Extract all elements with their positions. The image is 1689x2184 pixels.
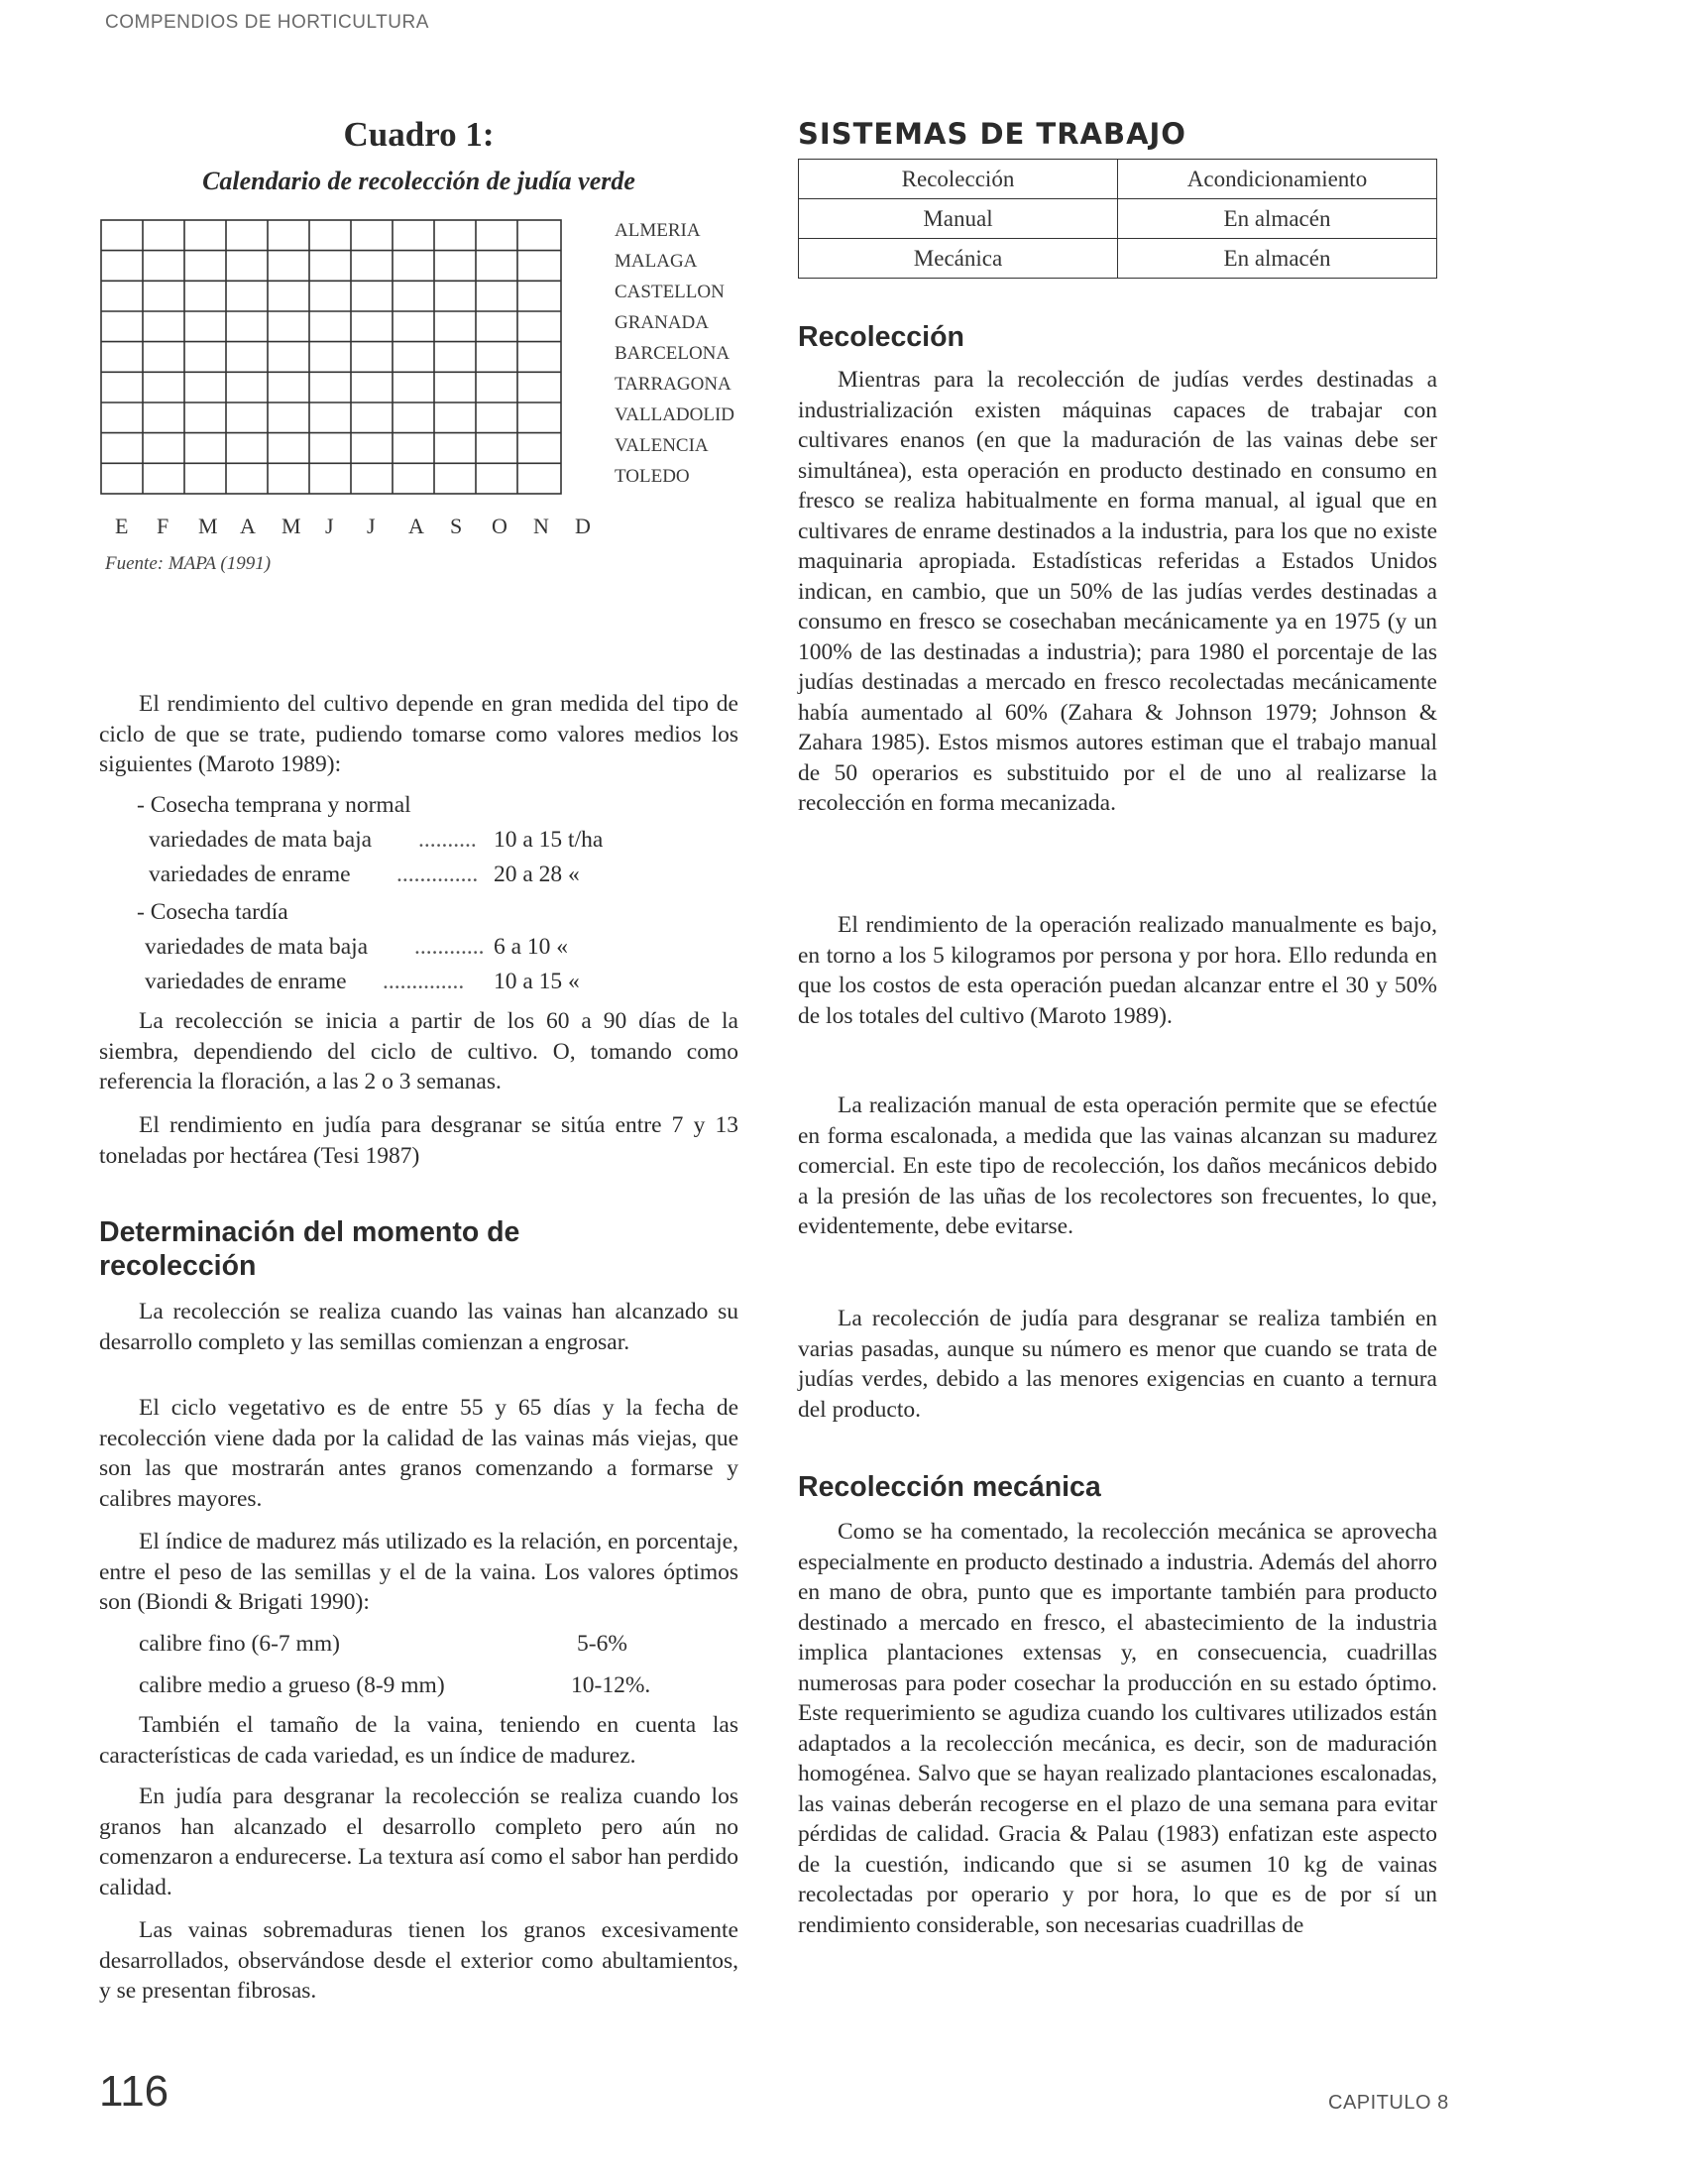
page-number: 116 xyxy=(99,2067,169,2116)
paragraph: Las vainas sobremaduras tienen los granos excesivamente desarrollados, observándose desde el exterior como abultamientos, y se presentan fibrosas. xyxy=(99,1917,738,2004)
month-label: S xyxy=(450,514,463,538)
yield-value: 6 a 10 « xyxy=(494,934,569,960)
table-cell: Mecánica xyxy=(799,239,1118,279)
paragraph: El índice de madurez más utilizado es la relación, en porcentaje, entre el peso de las semillas y el de la vaina. Los valores óptimos son (Biondi & Brigati 1990): xyxy=(99,1529,738,1615)
table-cell: Acondicionamiento xyxy=(1118,160,1437,199)
table-cell: En almacén xyxy=(1118,199,1437,239)
paragraph: El rendimiento del cultivo depende en gran medida del tipo de ciclo de que se trate, pudiendo tomarse como valores medios los siguientes (Maroto 1989): xyxy=(99,691,738,777)
region-label: GRANADA xyxy=(615,312,709,333)
table-subtitle: Calendario de recolección de judía verde xyxy=(202,167,635,195)
yield-value: 10 a 15 t/ha xyxy=(494,827,604,853)
region-label: VALLADOLID xyxy=(615,404,735,425)
paragraph: El ciclo vegetativo es de entre 55 y 65 días y la fecha de recolección viene dada por la calidad de las vainas más viejas, que son las que mostrarán antes granos comenzando a formarse y calibres mayores. xyxy=(99,1395,738,1512)
yield-label: - Cosecha tardía xyxy=(137,899,288,925)
table-cell: Manual xyxy=(799,199,1118,239)
section-heading: Determinación del momento de recolección xyxy=(99,1216,520,1282)
table-cell: En almacén xyxy=(1118,239,1437,279)
paragraph: En judía para desgranar la recolección se realiza cuando los granos han alcanzado el desarrollo completo pero aún no comenzaron a endurecerse. La textura así como el sabor han perdido calidad. xyxy=(99,1783,738,1900)
table-row xyxy=(799,199,1437,239)
calibre-value: 5-6% xyxy=(577,1631,627,1657)
table-row xyxy=(799,160,1437,199)
month-label: F xyxy=(157,514,169,538)
month-label: A xyxy=(408,514,424,538)
yield-label: - Cosecha temprana y normal xyxy=(137,792,411,818)
paragraph: Como se ha comentado, la recolección mecánica se aprovecha especialmente en producto destinado a industria. Además del ahorro en mano de obra, punto que es importante también para producto destinado a mercado en fresco, el abastecimiento de la industria implica plantaciones extensas y, en consecuencia, cuadrillas numerosas para poder cosechar la producción en su estado óptimo. Este requerimiento se agudiza cuando los cultivares utilizados están adaptados a la recolección mecánica, es decir, son de maduración homogénea. Salvo que se hayan realizado plantaciones escalonadas, las vainas deberán recogerse en el plazo de una semana para evitar pérdidas de calidad. Gracia & Palau (1983) enfatizan este aspecto de la cuestión, indicando que si se asumen 10 kg de vainas recolectadas por operario y por hora, lo que es de por sí un rendimiento considerable, son necesarias cuadrillas de xyxy=(798,1519,1437,1938)
paragraph: La recolección se inicia a partir de los 60 a 90 días de la siembra, dependiendo del ciclo de cultivo. O, tomando como referencia la floración, a las 2 o 3 semanas. xyxy=(99,1008,738,1094)
month-label: O xyxy=(492,514,507,538)
paragraph: La realización manual de esta operación permite que se efectúe en forma escalonada, a medida que las vainas alcanzan su madurez comercial. En este tipo de recolección, los daños mecánicos debido a la presión de las uñas de los recolectores son frecuentes, lo que, evidentemente, debe evitarse. xyxy=(798,1092,1437,1239)
month-label: M xyxy=(198,514,218,538)
calibre-label: calibre fino (6-7 mm) xyxy=(139,1631,340,1657)
month-label: N xyxy=(533,514,549,538)
paragraph: Mientras para la recolección de judías verdes destinadas a industrialización existen máquinas capaces de trabajar con cultivares enanos (en que la maduración de las vainas debe ser simultánea), esta operación en producto destinado en consumo en fresco se realiza habitualmente en forma manual, al igual que en cultivares de enrame destinados a la industria, para los que no existe maquinaria apropiada. Estadísticas referidas a Estados Unidos indican, en cambio, que un 50% de las judías verdes destinadas a consumo en fresco se cosechaban mecánicamente ya en 1975 (y un 100% de las destinadas a industria); para 1980 el porcentaje de las judías destinadas a mercado en fresco recolectadas mecánicamente había aumentado al 60% (Zahara & Johnson 1979; Johnson & Zahara 1985). Estos mismos autores estiman que el trabajo manual de 50 operarios es substituido por el de uno al realizarse la recolección en forma mecanizada. xyxy=(798,367,1437,816)
region-label: TARRAGONA xyxy=(615,374,732,395)
month-label: D xyxy=(575,514,591,538)
section-title: SISTEMAS DE TRABAJO xyxy=(798,117,1186,151)
region-label: CASTELLON xyxy=(615,282,725,302)
table-title: Cuadro 1: xyxy=(343,115,495,154)
region-label: VALENCIA xyxy=(615,435,709,456)
month-label: J xyxy=(325,514,334,538)
paragraph: El rendimiento en judía para desgranar se sitúa entre 7 y 13 toneladas por hectárea (Tesi 1987) xyxy=(99,1112,738,1169)
paragraph: La recolección se realiza cuando las vainas han alcanzado su desarrollo completo y las semillas comienzan a engrosar. xyxy=(99,1299,738,1355)
region-label: BARCELONA xyxy=(615,343,731,364)
work-systems-table xyxy=(798,159,1437,279)
paragraph: La recolección de judía para desgranar se realiza también en varias pasadas, aunque su número es menor que cuando se trata de judías verdes, debido a las menores exigencias en cuanto a ternura del producto. xyxy=(798,1306,1437,1423)
table-cell: Recolección xyxy=(799,160,1118,199)
paragraph: También el tamaño de la vaina, teniendo en cuenta las características de cada variedad, es un índice de madurez. xyxy=(99,1712,738,1769)
region-label: TOLEDO xyxy=(615,466,690,487)
region-label: ALMERIA xyxy=(615,220,701,241)
month-label: M xyxy=(282,514,301,538)
month-label: A xyxy=(240,514,256,538)
yield-label: variedades de mata baja xyxy=(145,934,369,960)
paragraph: El rendimiento de la operación realizado manualmente es bajo, en torno a los 5 kilogramos por persona y por hora. Ello redunda en que los costos de esta operación puedan alcanzar entre el 30 y 50% de los totales del cultivo (Maroto 1989). xyxy=(798,912,1437,1029)
yield-label: variedades de mata baja xyxy=(149,827,373,853)
calibre-value: 10-12%. xyxy=(571,1672,651,1698)
table-source: Fuente: MAPA (1991) xyxy=(105,553,272,574)
month-label: E xyxy=(115,514,129,538)
yield-label: variedades de enrame xyxy=(149,862,351,887)
month-label: J xyxy=(367,514,376,538)
region-label: MALAGA xyxy=(615,251,698,272)
chapter-label: CAPITULO 8 xyxy=(1328,2092,1449,2114)
section-heading: Recolección xyxy=(798,321,964,353)
yield-value: 20 a 28 « xyxy=(494,862,580,887)
yield-label: variedades de enrame xyxy=(145,969,347,994)
table-row xyxy=(799,239,1437,279)
running-head: COMPENDIOS DE HORTICULTURA xyxy=(105,12,429,33)
calibre-label: calibre medio a grueso (8-9 mm) xyxy=(139,1672,445,1698)
harvest-calendar-grid xyxy=(99,218,565,496)
section-heading: Recolección mecánica xyxy=(798,1471,1101,1503)
yield-value: 10 a 15 « xyxy=(494,969,580,994)
